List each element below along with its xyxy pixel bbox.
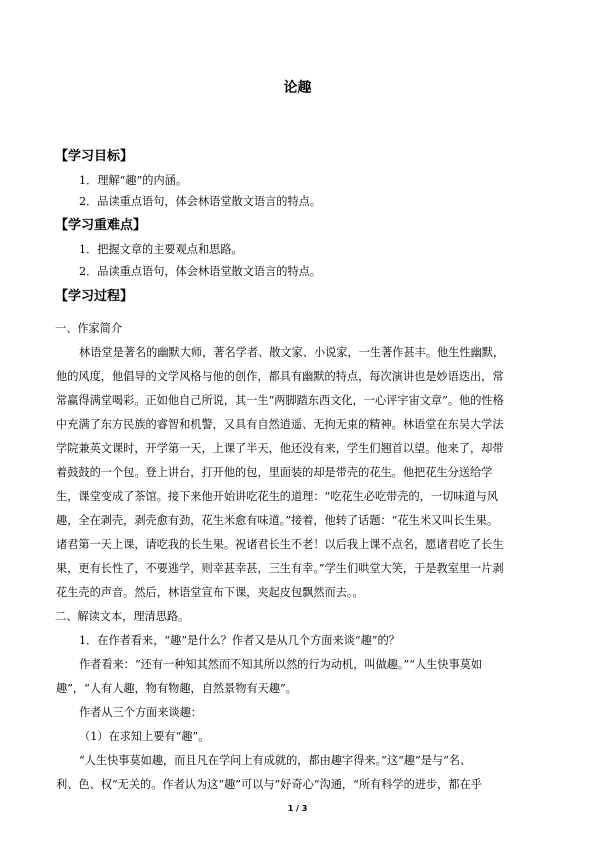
subpoint-1: （1）在求知上要有“趣”。 [79,730,210,743]
process-heading: 【学习过程】 [55,289,134,304]
answer-line: 作者看来：“还有一种知其然而不知其所以然的行为动机，叫做趣。”“人生快事莫如 [79,658,483,671]
bio-line: 花生壳的声音。然后，林语堂宣布下课，夹起皮包飘然而去。。 [56,586,364,599]
bio-line: 常赢得满堂喝彩。正如他自己所说，其一生“两脚踏东西文化，一心评宇宙文章”。他的性格 [56,394,504,407]
bio-line: 果，更有长性了，不要逃学，则幸甚幸甚，三生有幸。”学生们哄堂大笑，于是教室里一片剥 [56,562,504,575]
bio-line: 林语堂是著名的幽默大师，著名学者、散文家、小说家，一生著作甚丰。他生性幽默， [79,346,505,359]
subpoint-line: “人生快事莫如趣，而且凡在学问上有成就的，都由趣字得来。”这“趣”是与“名、 [79,754,472,767]
question-1: 1．在作者看来，“趣”是什么？作者又是从几个方面来谈“趣”的？ [79,634,400,647]
key-points-heading: 【学习重难点】 [55,218,147,233]
document-title: 论趣 [283,80,312,96]
bio-line: 学院兼英文课时，开学第一天，上课了半天，他还没有来，学生们翘首以望。他来了，却带 [56,442,504,455]
goal-item: 2．品读重点语句，体会林语堂散文语言的特点。 [79,195,322,208]
goals-heading: 【学习目标】 [55,149,134,164]
key-point-item: 2．品读重点语句，体会林语堂散文语言的特点。 [79,265,322,278]
goal-item: 1．理解“趣”的内涵。 [79,174,188,187]
part2-heading: 二、解读文本，理清思路。 [55,610,190,623]
subpoint-line: 利、色、权”无关的。作者认为这“趣”可以与“好奇心”沟通，“所有科学的进步，都在乎 [56,778,482,791]
bio-line: 中充满了东方民族的睿智和机警，又具有自然逍遥、无拘无束的精神。林语堂在东吴大学法 [56,418,504,431]
page-number: 1 / 3 [287,804,308,813]
bio-line: 生，课堂变成了茶馆。接下来他开始讲吃花生的道理：“吃花生必吃带壳的，一切味道与风 [56,490,499,503]
bio-line: 他的风度，他倡导的文学风格与他的创作，都具有幽默的特点，每次演讲也是妙语迭出，常 [56,370,504,383]
answer-extra: 作者从三个方面来谈趣： [79,706,203,719]
bio-line: 趣，全在剥壳，剥壳愈有劲，花生米愈有味道。”接着，他转了话题：“花生米又叫长生果。 [56,514,499,527]
bio-line: 着鼓鼓的一个包。登上讲台，打开他的包，里面装的却是带壳的花生。他把花生分送给学 [56,466,493,479]
bio-line: 诸君第一天上课，请吃我的长生果。祝诸君长生不老！以后我上课不点名，愿诸君吃了长生 [56,538,504,551]
part1-heading: 一、作家简介 [55,322,123,335]
key-point-item: 1．把握文章的主要观点和思路。 [79,243,243,256]
answer-line: 趣”，“人有人趣，物有物趣，自然景物有天趣”。 [56,682,297,695]
